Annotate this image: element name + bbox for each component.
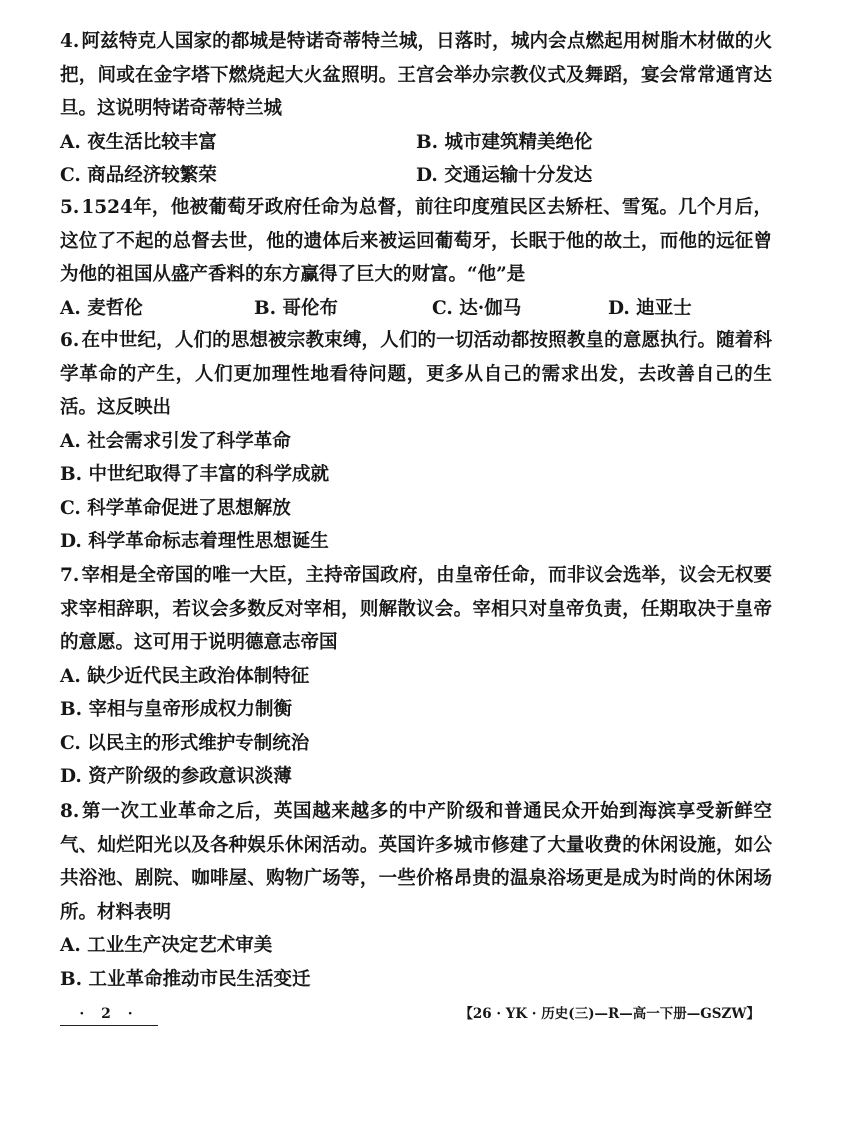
question-stem-text: 阿兹特克人国家的都城是特诺奇蒂特兰城，日落时，城内会点燃起用树脂木材做的火把，间或在金字塔下燃烧起大火盆照明。王宫会举办宗教仪式及舞蹈，宴会常常通宵达旦。这说明特诺奇蒂特兰城 [60,31,772,119]
option-d[interactable]: D. 迪亚士 [608,297,692,319]
option-d[interactable]: D. 资产阶级的参政意识淡薄 [60,766,292,787]
option-a[interactable]: A. 缺少近代民主政治体制特征 [60,665,310,687]
question-7 [60,559,772,794]
question-number: 4. [60,31,80,52]
option-c[interactable]: C. 商品经济较繁荣 [60,165,217,186]
page-footer [60,1003,760,1033]
question-stem-text: 宰相是全帝国的唯一大臣，主持帝国政府，由皇帝任命，而非议会选举，议会无权要求宰相辞职，若议会多数反对宰相，则解散议会。宰相只对皇帝负责，任期取决于皇帝的意愿。这可用于说明德意志帝国 [60,565,772,653]
question-5-stem [60,191,772,292]
option-d[interactable]: D. 交通运输十分发达 [416,165,593,186]
question-stem-text: 1524年，他被葡萄牙政府任命为总督，前往印度殖民区去矫枉、雪冤。几个月后，这位了不起的总督去世，他的遗体后来被运回葡萄牙，长眠于他的故土，而他的远征曾为他的祖国从盛产香料的东方赢得了巨大的财富。“他”是 [60,197,772,285]
question-stem-text: 在中世纪，人们的思想被宗教束缚，人们的一切活动都按照教皇的意愿执行。随着科学革命的产生，人们更加理性地看待问题，更多从自己的需求出发，去改善自己的生活。这反映出 [60,330,772,418]
question-6 [60,324,772,559]
question-6-stem [60,324,772,425]
options-row [60,292,772,326]
options-row [60,126,772,160]
option-b[interactable]: B. 哥伦布 [254,297,339,319]
question-number: 5. [60,197,80,218]
option-b[interactable]: B. 中世纪取得了丰富的科学成就 [60,464,330,485]
option-c[interactable]: C. 以民主的形式维护专制统治 [60,732,310,754]
option-c[interactable]: C. 达·伽马 [432,297,522,319]
question-5 [60,191,772,325]
question-8-stem [60,795,772,929]
option-b[interactable]: B. 宰相与皇帝形成权力制衡 [60,699,293,720]
question-8 [60,795,772,996]
option-a[interactable]: A. 社会需求引发了科学革命 [60,430,291,452]
option-b[interactable]: B. 城市建筑精美绝伦 [416,131,593,153]
option-a[interactable]: A. 麦哲伦 [60,297,143,319]
option-a[interactable]: A. 夜生活比较丰富 [60,131,217,153]
question-stem-text: 第一次工业革命之后，英国越来越多的中产阶级和普通民众开始到海滨享受新鲜空气、灿烂阳光以及各种娱乐休闲活动。英国许多城市修建了大量收费的休闲设施，如公共浴池、剧院、咖啡屋、购物广场等，一些价格昂贵的温泉浴场更是成为时尚的休闲场所。材料表明 [60,801,772,923]
page-number: · 2 · [60,1003,158,1026]
option-d[interactable]: D. 科学革命标志着理性思想诞生 [60,531,329,552]
option-c[interactable]: C. 科学革命促进了思想解放 [60,497,291,519]
question-7-stem [60,559,772,660]
question-number: 7. [60,565,80,586]
exam-code: 【26 · YK · 历史(三)—R—高一下册—GSZW】 [459,1006,760,1022]
question-number: 6. [60,330,80,351]
question-number: 8. [60,801,80,822]
question-4-stem [60,25,772,126]
options-row [60,159,772,193]
option-b[interactable]: B. 工业革命推动市民生活变迁 [60,968,311,990]
question-4 [60,25,772,193]
option-a[interactable]: A. 工业生产决定艺术审美 [60,935,273,956]
